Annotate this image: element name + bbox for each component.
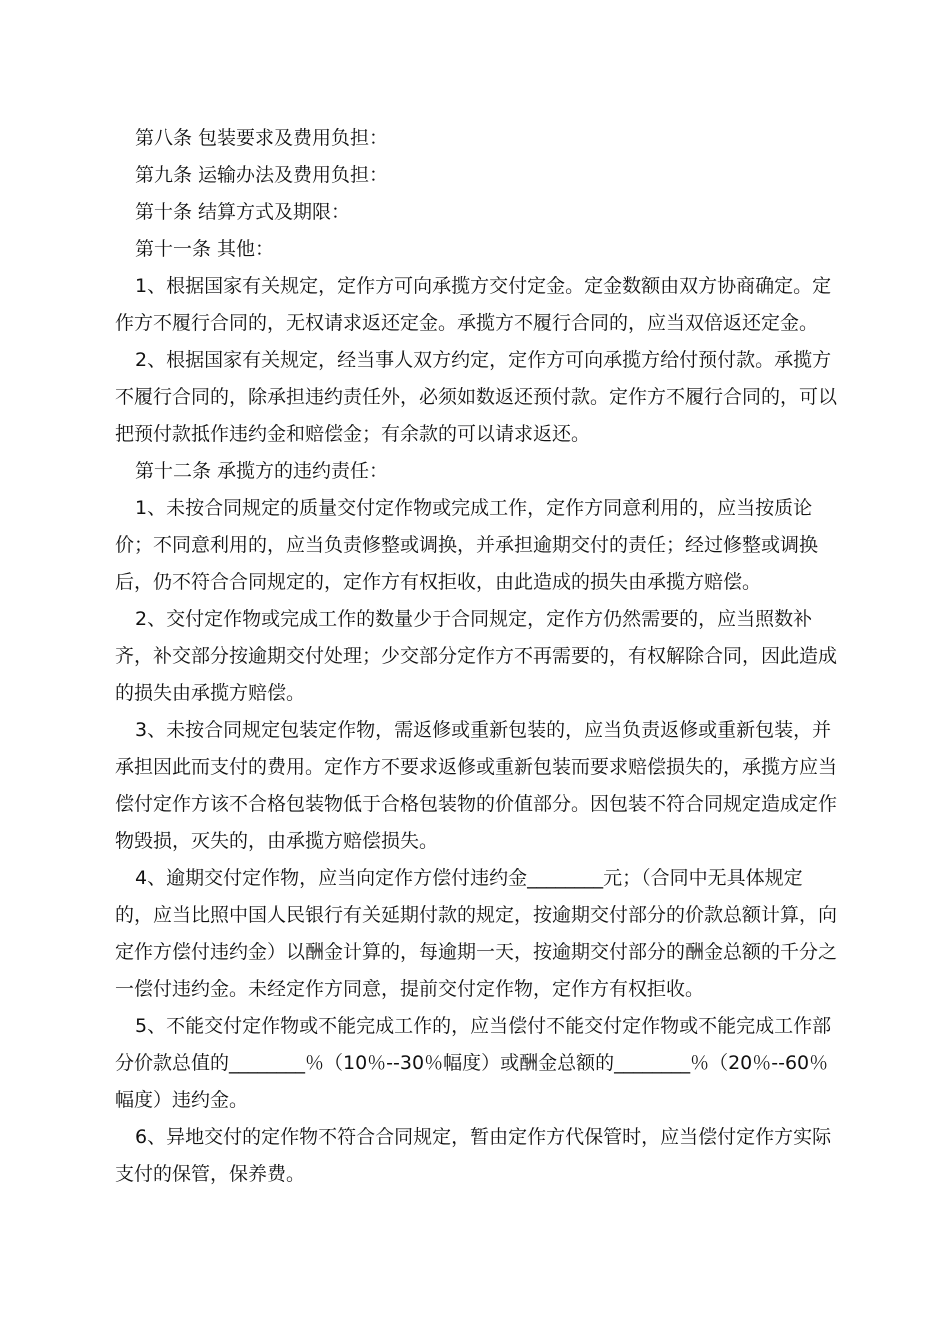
article-12-heading: 第十二条 承揽方的违约责任： [135, 460, 389, 482]
article-12-item-1: 1、未按合同规定的质量交付定作物或完成工作，定作方同意利用的，应当按质论价；不同意利用的，应当负责修整或调换，并承担逾期交付的责任；经过修整或调换后，仍不符合合同规定的，定作方有权拒收，由此造成的损失由承揽方赔偿。 [115, 497, 819, 593]
article-12-item-3: 3、未按合同规定包装定作物，需返修或重新包装的，应当负责返修或重新包装，并承担因此而支付的费用。定作方不要求返修或重新包装而要求赔偿损失的，承揽方应当偿付定作方该不合格包装物低于合格包装物的价值部分。因包装不符合同规定造成定作物毁损，灭失的，由承揽方赔偿损失。 [115, 719, 838, 852]
article-12-item-6: 6、异地交付的定作物不符合合同规定，暂由定作方代保管时，应当偿付定作方实际支付的保管，保养费。 [115, 1126, 832, 1185]
article-12-item-2: 2、交付定作物或完成工作的数量少于合同规定，定作方仍然需要的，应当照数补齐，补交部分按逾期交付处理；少交部分定作方不再需要的，有权解除合同，因此造成的损失由承揽方赔偿。 [115, 608, 838, 704]
article-11-heading: 第十一条 其他： [135, 238, 275, 260]
article-10-heading: 第十条 结算方式及期限： [135, 201, 351, 223]
article-12-item-4: 4、逾期交付定作物，应当向定作方偿付违约金________元；（合同中无具体规定的，应当比照中国人民银行有关延期付款的规定，按逾期交付部分的价款总额计算，向定作方偿付违约金）以酬金计算的，每逾期一天，按逾期交付部分的酬金总额的千分之一偿付违约金。未经定作方同意，提前交付定作物，定作方有权拒收。 [115, 867, 838, 1000]
article-12-item-5: 5、不能交付定作物或不能完成工作的，应当偿付不能交付定作物或不能完成工作部分价款总值的________％（10％--30％幅度）或酬金总额的________％（20％--60％幅度）违约金。 [115, 1015, 832, 1111]
article-8-heading: 第八条 包装要求及费用负担： [135, 127, 389, 149]
article-11-item-2: 2、根据国家有关规定，经当事人双方约定，定作方可向承揽方给付预付款。承揽方不履行合同的，除承担违约责任外，必须如数返还预付款。定作方不履行合同的，可以把预付款抵作违约金和赔偿金；有余款的可以请求返还。 [115, 349, 838, 445]
document-content [115, 120, 840, 1193]
article-9-heading: 第九条 运输办法及费用负担： [135, 164, 389, 186]
article-11-item-1: 1、根据国家有关规定，定作方可向承揽方交付定金。定金数额由双方协商确定。定作方不履行合同的，无权请求返还定金。承揽方不履行合同的，应当双倍返还定金。 [115, 275, 832, 334]
